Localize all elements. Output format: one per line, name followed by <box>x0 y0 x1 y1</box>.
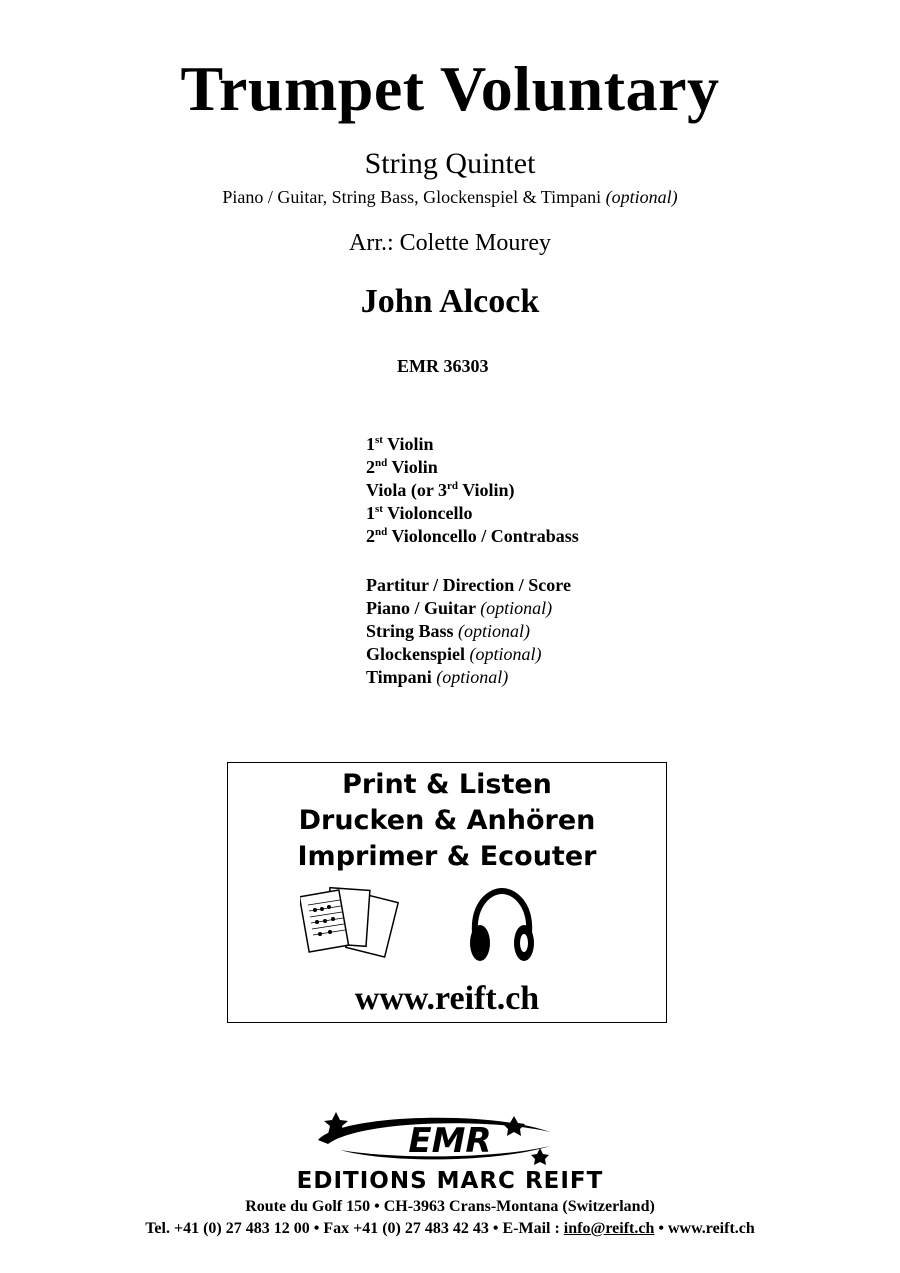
string-parts-list <box>366 433 579 548</box>
print-listen-box <box>227 762 667 1023</box>
promo-url[interactable]: www.reift.ch <box>354 980 540 1017</box>
contact-website[interactable]: • www.reift.ch <box>654 1220 755 1237</box>
sheet-music-icon <box>300 883 412 963</box>
list-item: Viola (or 3rd Violin) <box>366 480 515 500</box>
emr-logo <box>300 1108 600 1166</box>
list-item: 2nd Violoncello / Contrabass <box>366 526 579 546</box>
headphones-icon <box>467 887 537 965</box>
list-item: 1st Violoncello <box>366 503 473 523</box>
catalog-number: EMR 36303 <box>397 356 489 376</box>
instrumentation-line <box>0 187 900 208</box>
arranger: Arr.: Colette Mourey <box>349 230 551 256</box>
list-item: Piano / Guitar (optional) <box>366 598 553 618</box>
email-link[interactable]: info@reift.ch <box>563 1220 655 1237</box>
subtitle: String Quintet <box>364 147 536 180</box>
page-title: Trumpet Voluntary <box>180 53 720 124</box>
list-item: Partitur / Direction / Score <box>366 575 571 595</box>
publisher-address: Route du Golf 150 • CH-3963 Crans-Montana (Switzerland) <box>245 1198 655 1215</box>
publisher-contact <box>0 1220 900 1238</box>
promo-line-3: Imprimer & Ecouter <box>297 841 597 872</box>
publisher-brand: EDITIONS MARC REIFT <box>296 1168 604 1194</box>
promo-line-1: Print & Listen <box>342 769 552 800</box>
list-item: 1st Violin <box>366 434 434 454</box>
composer: John Alcock <box>360 283 540 320</box>
contact-phone-fax: Tel. +41 (0) 27 483 12 00 • Fax +41 (0) 27 483 42 43 • E-Mail : <box>145 1220 564 1237</box>
list-item: Timpani (optional) <box>366 667 509 687</box>
instrumentation-optional: (optional) <box>605 187 678 207</box>
list-item: 2nd Violin <box>366 457 438 477</box>
promo-line-2: Drucken & Anhören <box>298 805 596 836</box>
logo-text: EMR <box>408 1121 492 1161</box>
list-item: Glockenspiel (optional) <box>366 644 542 664</box>
other-parts-list <box>366 574 571 689</box>
instrumentation-text: Piano / Guitar, String Bass, Glockenspiel & Timpani <box>222 187 602 207</box>
list-item: String Bass (optional) <box>366 621 531 641</box>
